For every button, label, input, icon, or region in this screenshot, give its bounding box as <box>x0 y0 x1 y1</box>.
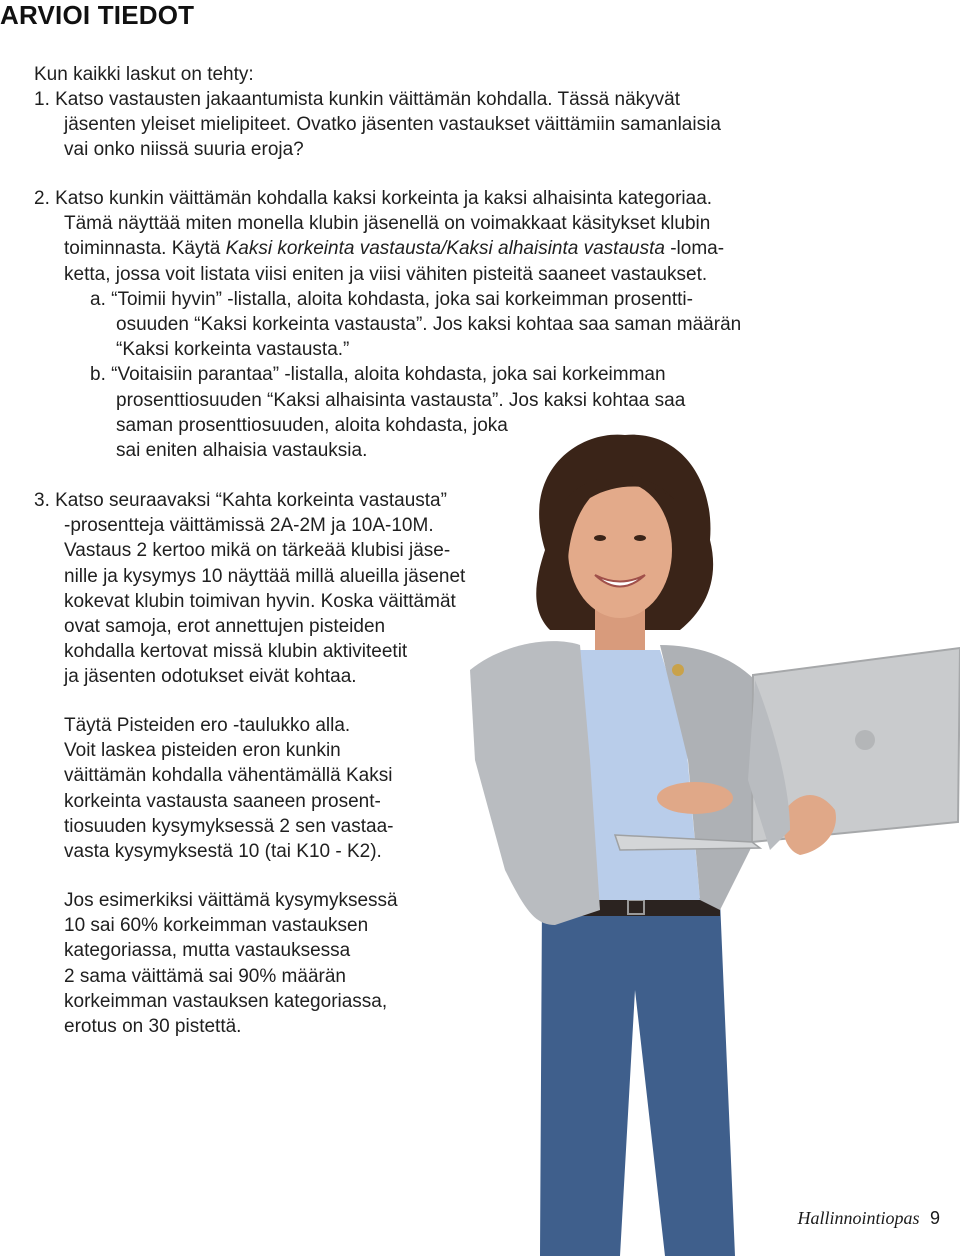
step-3 <box>34 488 465 690</box>
step-3-line: nille ja kysymys 10 näyttää millä alueilla jäsenet <box>64 565 466 587</box>
step-1-line: jäsenten yleiset mielipiteet. Ovatko jäsenten vastaukset väittämiin samanlaisia <box>64 114 721 136</box>
step-1-line: 1. Katso vastausten jakaantumista kunkin väittämän kohdalla. Tässä näkyvät <box>34 89 681 110</box>
step-2-text: -loma- <box>664 238 725 260</box>
page-number: 9 <box>929 1208 940 1228</box>
paragraph-line: Täytä Pisteiden ero -taulukko alla. <box>64 715 351 736</box>
page-footer <box>797 1208 940 1229</box>
step-3-line: ovat samoja, erot annettujen pisteiden <box>64 616 386 638</box>
paragraph-line: 2 sama väittämä sai 90% määrän <box>64 965 346 987</box>
sub-item-b: sai eniten alhaisia vastauksia. <box>116 440 368 462</box>
paragraph-line: Voit laskea pisteiden eron kunkin <box>64 740 341 762</box>
step-2-line: Tämä näyttää miten monella klubin jäsenellä on voimakkaat käsitykset klubin <box>64 213 711 235</box>
sub-item-a: “Kaksi korkeinta vastausta.” <box>116 339 350 361</box>
form-name: Kaksi korkeinta vastausta/Kaksi alhaisinta vastausta <box>225 238 665 260</box>
sub-item-a: a. “Toimii hyvin” -listalla, aloita kohdasta, joka sai korkeimman prosentti- <box>90 288 693 310</box>
step-2 <box>34 186 741 463</box>
paragraph-line: kategoriassa, mutta vastauksessa <box>64 940 351 962</box>
example-paragraph <box>64 888 398 1039</box>
jeans <box>540 900 735 1256</box>
step-3-line: ja jäsenten odotukset eivät kohtaa. <box>64 666 357 688</box>
step-3-line: Vastaus 2 kertoo mikä on tärkeää klubisi jäse- <box>64 540 451 562</box>
belt <box>580 898 720 916</box>
step-3-line: kokevat klubin toimivan hyvin. Koska väittämät <box>64 590 456 612</box>
step-1-line: vai onko niissä suuria eroja? <box>64 139 304 161</box>
sub-item-b: prosenttiosuuden “Kaksi alhaisinta vastausta”. Jos kaksi kohtaa saa <box>116 389 686 411</box>
fill-table-paragraph <box>64 713 394 864</box>
step-3-line: kohdalla kertovat missä klubin aktiviteetit <box>64 641 408 663</box>
paragraph-line: erotus on 30 pistettä. <box>64 1016 242 1038</box>
woman-with-laptop-photo <box>430 430 960 1256</box>
page-title: ARVIOI TIEDOT <box>0 0 195 30</box>
right-hand <box>783 795 836 855</box>
sub-item-b: b. “Voitaisiin parantaa” -listalla, aloita kohdasta, joka sai korkeimman <box>90 364 666 386</box>
intro-line: Kun kaikki laskut on tehty: <box>34 64 254 85</box>
sub-item-b: saman prosenttiosuuden, aloita kohdasta, joka <box>116 414 508 436</box>
paragraph-line: korkeinta vastausta saaneen prosent- <box>64 790 381 812</box>
paragraph-line: vasta kysymyksestä 10 (tai K10 - K2). <box>64 841 382 863</box>
step-2-line <box>34 236 741 261</box>
paragraph-line: väittämän kohdalla vähentämällä Kaksi <box>64 765 393 787</box>
step-1 <box>34 87 721 163</box>
step-2-text: toiminnasta. Käytä <box>64 238 226 260</box>
paragraph-line: Jos esimerkiksi väittämä kysymyksessä <box>64 890 398 911</box>
jacket <box>470 641 600 925</box>
step-3-line: 3. Katso seuraavaksi “Kahta korkeinta vastausta” <box>34 490 447 511</box>
paragraph-line: 10 sai 60% korkeimman vastauksen <box>64 915 369 937</box>
paragraph-line: korkeimman vastauksen kategoriassa, <box>64 990 388 1012</box>
step-2-line: 2. Katso kunkin väittämän kohdalla kaksi korkeinta ja kaksi alhaisinta kategoriaa. <box>34 188 713 209</box>
paragraph-line: tiosuuden kysymyksessä 2 sen vastaa- <box>64 815 394 837</box>
intro-text <box>34 62 254 87</box>
step-2-line: ketta, jossa voit listata viisi eniten ja viisi vähiten pisteitä saaneet vastaukset. <box>64 263 708 285</box>
sub-item-a: osuuden “Kaksi korkeinta vastausta”. Jos kaksi kohtaa saa saman määrän <box>116 314 742 336</box>
publication-name: Hallinnointiopas <box>797 1208 920 1228</box>
left-hand <box>657 782 733 814</box>
step-3-line: -prosentteja väittämissä 2A-2M ja 10A-10M. <box>64 515 434 537</box>
